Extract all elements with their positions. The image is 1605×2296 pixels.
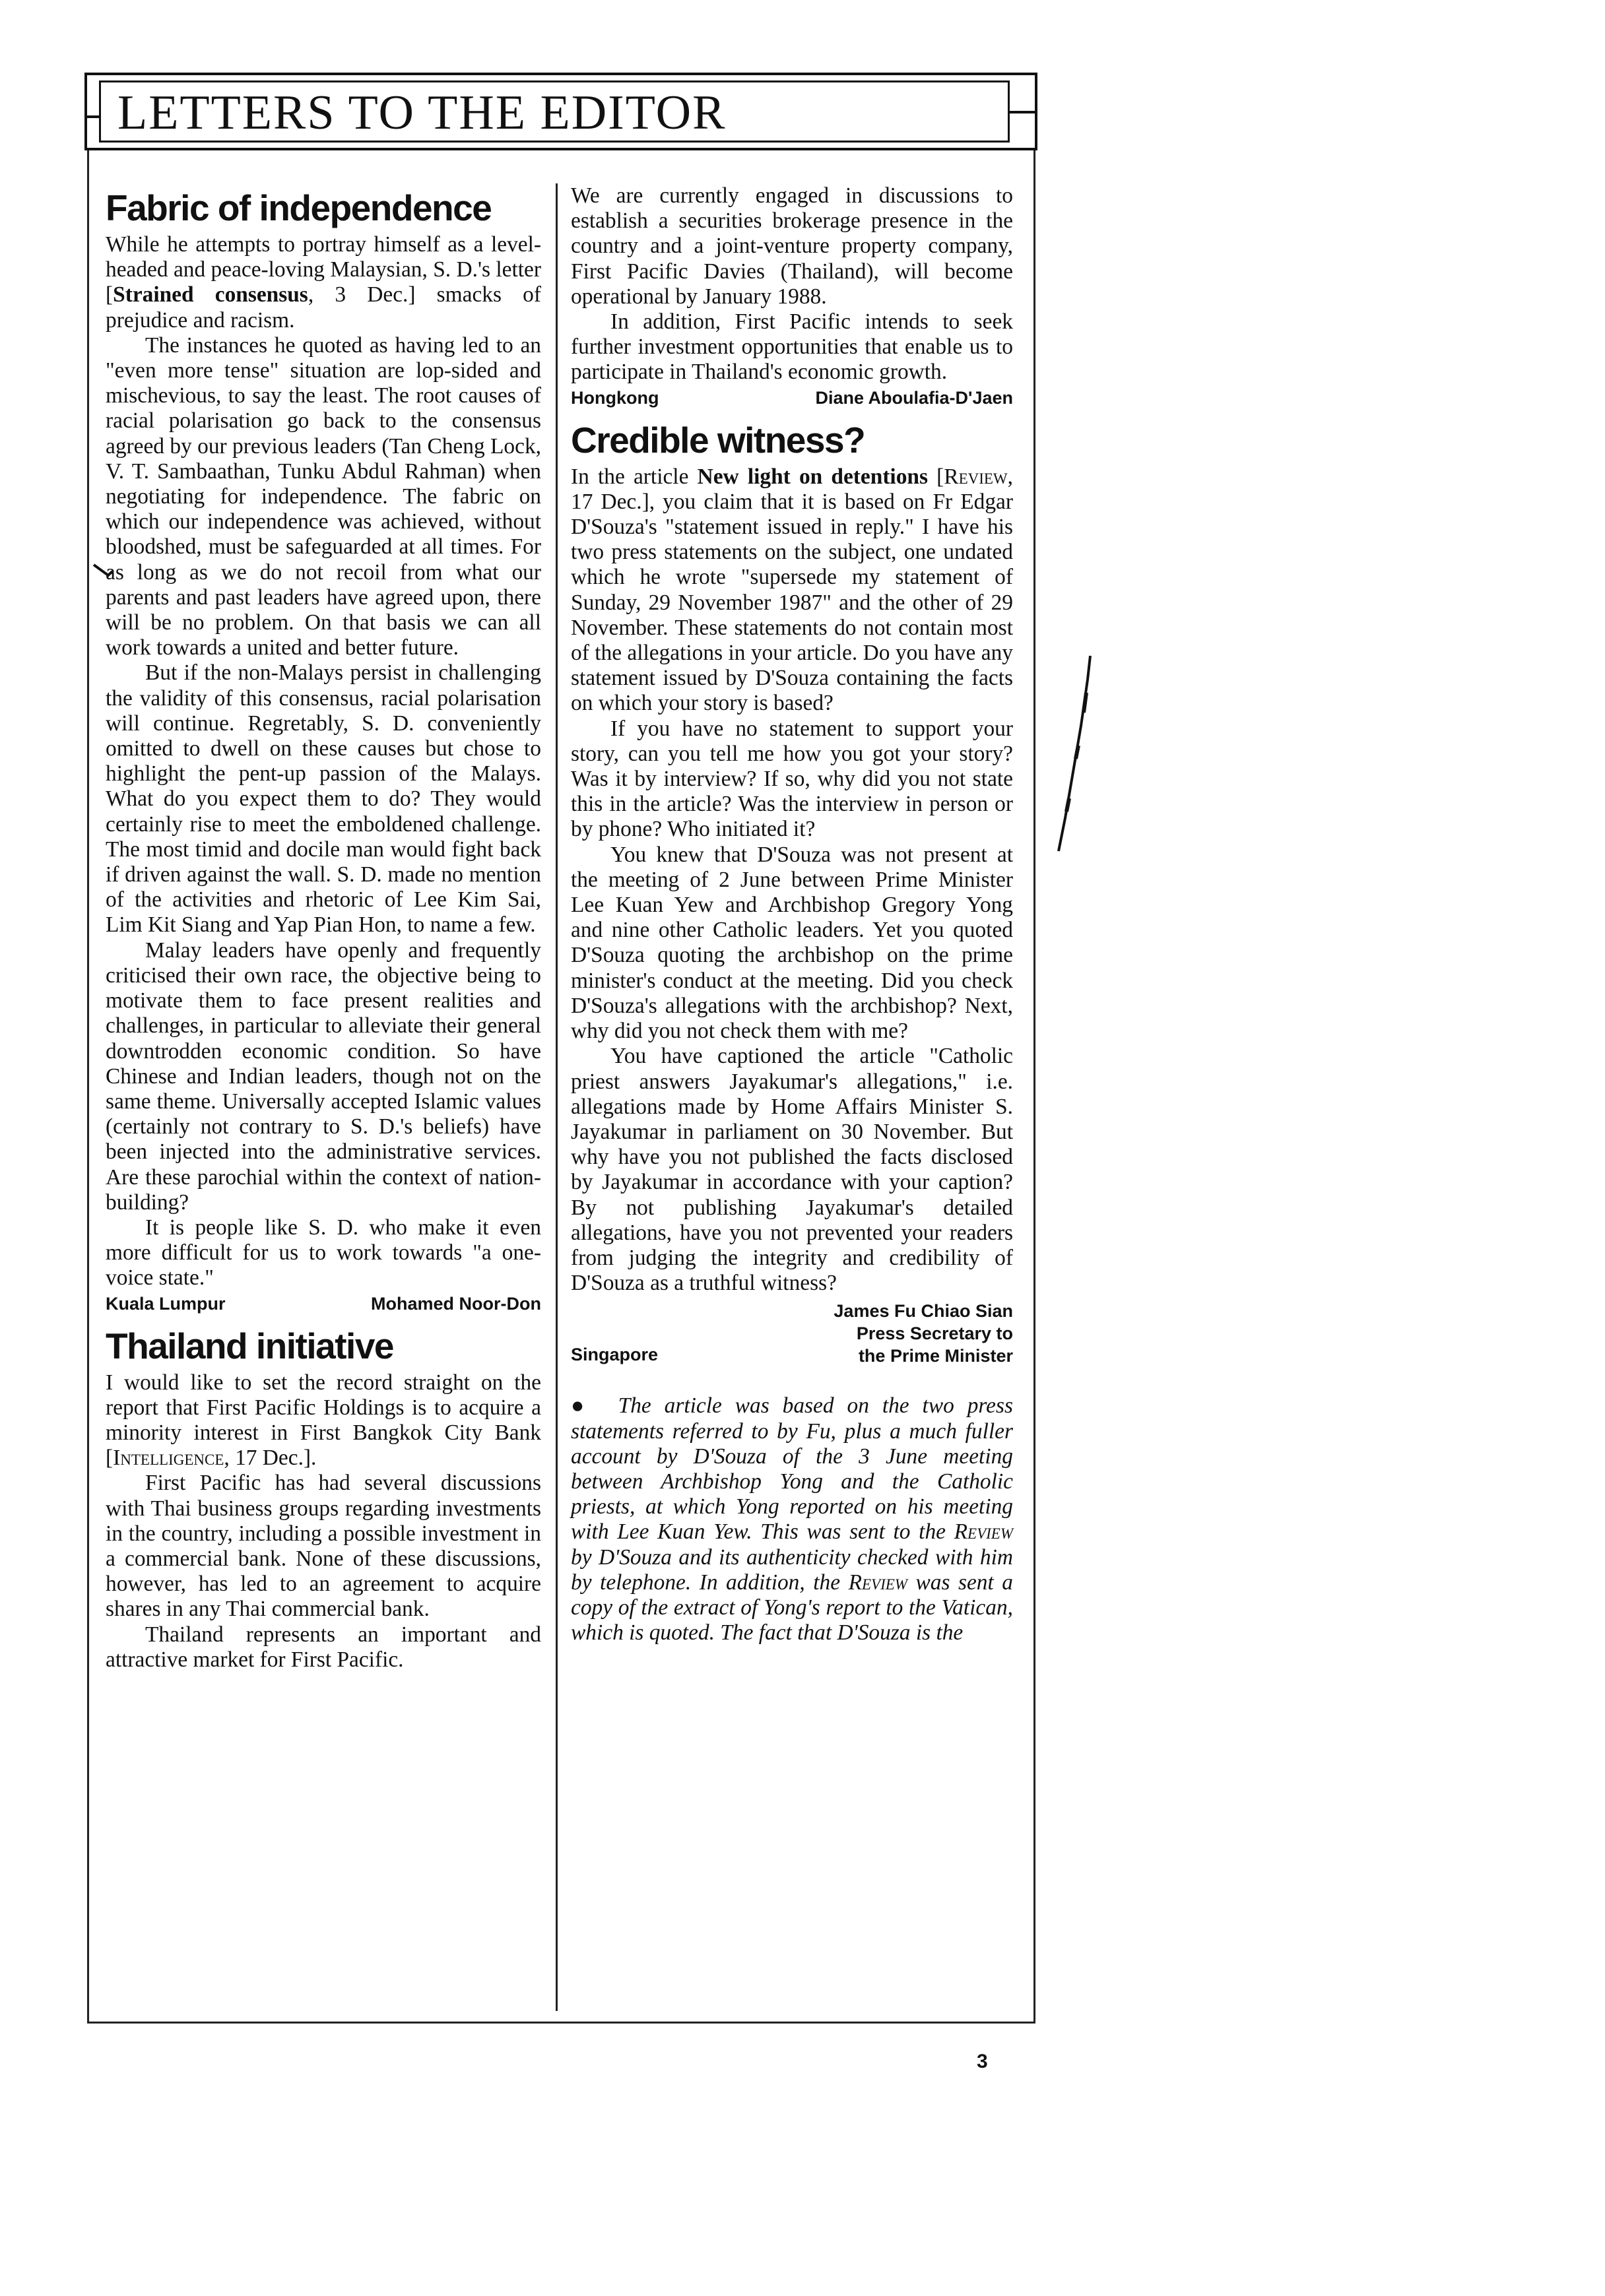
frame-rule-bottom	[87, 2022, 1035, 2024]
small-caps-text: Intelligence	[113, 1446, 224, 1471]
small-caps-text: Review	[848, 1570, 907, 1595]
editor-note	[571, 1393, 1013, 1645]
letter-body	[571, 464, 1013, 1296]
paragraph: If you have no statement to support your story, can you tell me how you got your story? Was it by interview? If so, why did you not state this in the article? Was the interview in person or by phone? Who initiated it?	[571, 716, 1013, 842]
letter-body	[106, 1370, 541, 1673]
signature-place: Hongkong	[571, 387, 659, 408]
editor-note-body: The article was based on the two press statements referred to by Fu, plus a much fuller account by D'Souza of the 3 June meeting between Archbishop Yong and the Catholic priests, at which Yong reported on his meeting with Lee Kuan Yew. This was sent to the Review by D'Souza and its authenticity checked with him by telephone. In addition, the Review was sent a copy of the extract of Yong's report to the Vatican, which is quoted. The fact that D'Souza is the	[571, 1393, 1013, 1645]
paragraph: I would like to set the record straight on the report that First Pacific Holdings is to acquire a minority interest in First Bangkok City Bank [Intelligence, 17 Dec.].	[106, 1370, 541, 1471]
frame-rule-right	[1033, 150, 1035, 2023]
signature-author-block	[834, 1300, 1013, 1367]
signature-place: Singapore	[571, 1345, 659, 1365]
section-title: LETTERS TO THE EDITOR	[117, 86, 727, 140]
small-caps-text: Review	[944, 464, 1008, 489]
letter-body-continued	[571, 183, 1013, 385]
left-column	[106, 183, 541, 1673]
paragraph: The instances he quoted as having led to an "even more tense" situation are lop-sided and mischevious, to say the least. The root causes of racial polarisation go back to the consensus agreed by our previous leaders (Tan Cheng Lock, V. T. Sambaathan, Tunku Abdul Rahman) when negotiating for independence. The fabric on which our independence was achieved, without bloodshed, must be safeguarded at all times. For as long as we do not recoil from what our parents and past leaders have agreed upon, there will be no problem. On that basis we can all work towards a united and better future.	[106, 333, 541, 660]
paragraph: We are currently engaged in discussions to establish a securities brokerage presence in the country and a joint-venture property company, First Pacific Davies (Thailand), will become operational by January 1988.	[571, 183, 1013, 309]
signature-place: Kuala Lumpur	[106, 1293, 226, 1314]
paragraph: First Pacific has had several discussions with Thai business groups regarding investments in the country, including a possible investment in a commercial bank. None of these discussions, however, has led to an agreement to acquire shares in any Thai commercial bank.	[106, 1471, 541, 1622]
paragraph: In addition, First Pacific intends to seek further investment opportunities that enable us to participate in Thailand's economic growth.	[571, 309, 1013, 385]
signature-author: Mohamed Noor-Don	[371, 1293, 541, 1314]
paragraph: You have captioned the article "Catholic priest answers Jayakumar's allegations," i.e. allegations made by Home Affairs Minister S. Jayakumar in parliament on 30 November. But why have you not published the facts disclosed by Jayakumar in accordance with your caption? By not publishing Jayakumar's detailed allegations, have you not prevented your readers from judging the integrity and credibility of D'Souza as a truthful witness?	[571, 1044, 1013, 1296]
signature-title: Press Secretary to	[856, 1323, 1013, 1344]
letter-body	[106, 232, 541, 1291]
headline: Credible witness?	[571, 419, 865, 461]
signature-block	[571, 1300, 1013, 1367]
right-column	[571, 183, 1013, 1645]
signature-line	[106, 1291, 541, 1316]
page-number: 3	[977, 2051, 988, 2072]
bullet-icon: ●	[571, 1393, 592, 1419]
paragraph: While he attempts to portray himself as a level-headed and peace-loving Malaysian, S. D.'s letter [Strained consensus, 3 Dec.] smacks of prejudice and racism.	[106, 232, 541, 333]
signature-author: Diane Aboulafia-D'Jaen	[815, 387, 1013, 408]
editor-note-text	[571, 1393, 1013, 1645]
paragraph: Thailand represents an important and attractive market for First Pacific.	[106, 1622, 541, 1672]
paragraph: You knew that D'Souza was not present at the meeting of 2 June between Prime Minister Lee Kuan Yew and Archbishop Gregory Yong and nine other Catholic leaders. Yet you quoted D'Souza quoting the archbishop on the prime minister's conduct at the meeting. Did you check D'Souza's allegations with the archbishop? Next, why did you not check them with me?	[571, 842, 1013, 1044]
small-caps-text: Review	[954, 1519, 1013, 1545]
paragraph: But if the non-Malays persist in challenging the validity of this consensus, racial polarisation will continue. Regretably, S. D. conveniently omitted to dwell on these causes but chose to highlight the pent-up passion of the Malays. What do you expect them to do? They would certainly rise to meet the emboldened challenge. The most timid and docile man would fight back if driven against the wall. S. D. made no mention of the activities and rhetoric of Lee Kim Sai, Lim Kit Siang and Yap Pian Hon, to name a few.	[106, 660, 541, 938]
pen-mark-icon	[1049, 653, 1102, 877]
paragraph: In the article New light on detentions [Review, 17 Dec.], you claim that it is based on Fr Edgar D'Souza's "statement issued in reply." I have his two press statements on the subject, one undated which he wrote "supersede my statement of Sunday, 29 November 1987" and the other of 29 November. These statements do not contain most of the allegations in your article. Do you have any statement issued by D'Souza containing the facts on which your story is based?	[571, 464, 1014, 716]
bold-title: New light on detentions	[697, 464, 928, 489]
signature-title: the Prime Minister	[858, 1346, 1013, 1366]
signature-line	[571, 385, 1013, 410]
bold-title: Strained consensus	[113, 282, 308, 307]
masthead-tick	[84, 115, 99, 118]
headline: Thailand initiative	[106, 1325, 394, 1366]
arrow-mark-icon	[92, 561, 119, 581]
paragraph: It is people like S. D. who make it even more difficult for us to work towards "a one-voice state."	[106, 1215, 541, 1291]
paragraph: Malay leaders have openly and frequently criticised their own race, the objective being to motivate them to face present realities and challenges, in particular to alleviate their general downtrodden economic condition. So have Chinese and Indian leaders, though not on the same theme. Universally accepted Islamic values (certainly not contrary to S. D.'s beliefs) have been injected into the administrative services. Are these parochial within the context of nation-building?	[106, 938, 541, 1215]
masthead-tick	[1008, 111, 1037, 113]
headline: Fabric of independence	[106, 187, 492, 228]
frame-rule-left	[87, 150, 89, 2023]
signature-author: James Fu Chiao Sian	[834, 1301, 1013, 1322]
column-rule	[556, 183, 558, 2011]
